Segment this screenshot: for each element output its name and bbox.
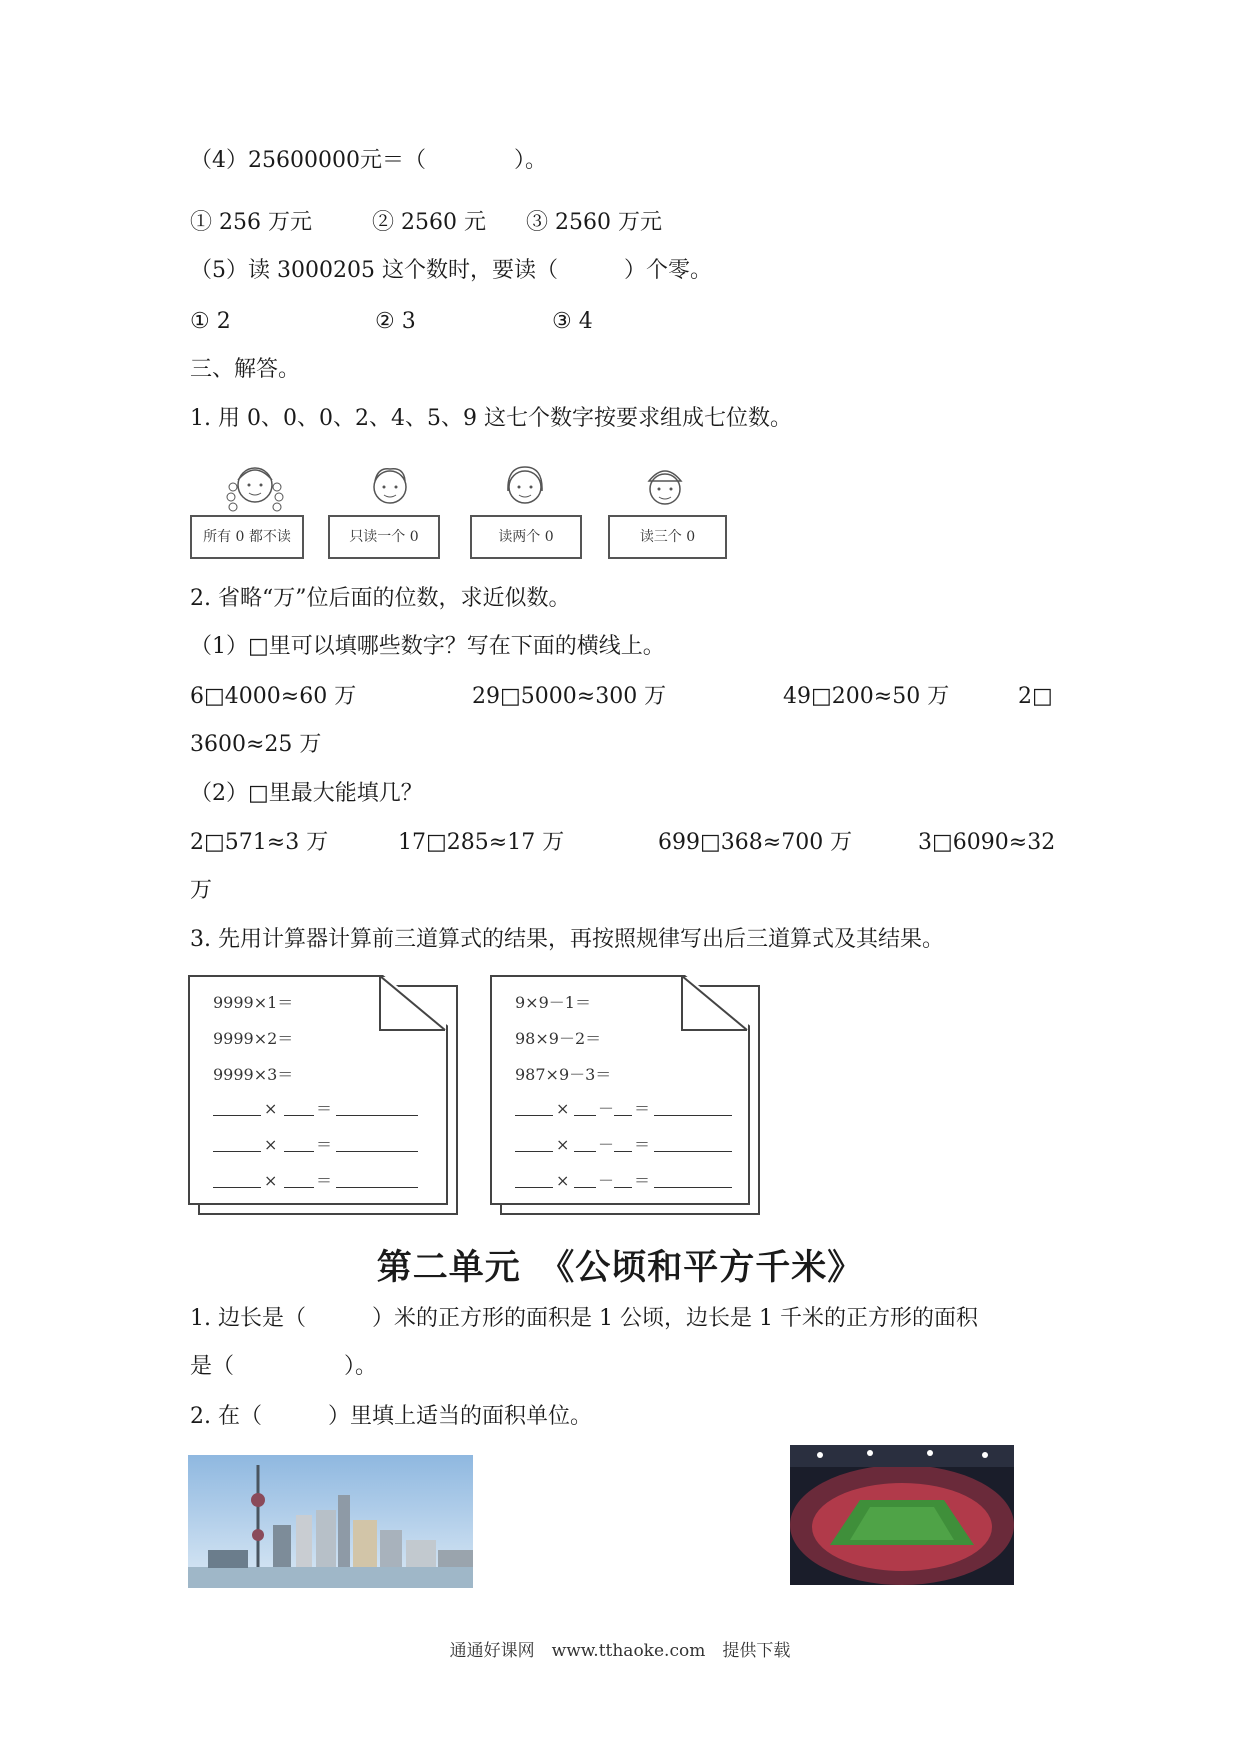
girl-pigtails-icon xyxy=(225,455,285,515)
s3-q3-stem: 3. 先用计算器计算前三道算式的结果，再按照规律写出后三道算式及其结果。 xyxy=(190,927,944,952)
q2-p4-option-1: ① 256 万元 xyxy=(190,210,312,235)
boy-cap-icon xyxy=(635,455,695,515)
approx-item: 6□4000≈60 万 xyxy=(190,684,357,709)
max-digit-item: 17□285≈17 万 xyxy=(398,830,565,855)
calc-line: 9999×3＝ xyxy=(213,1065,294,1084)
calc-line: 9×9－1＝ xyxy=(515,993,591,1012)
approx-item: 29□5000≈300 万 xyxy=(472,684,667,709)
box-read-three-zeros: 读三个 0 xyxy=(608,515,727,559)
unit2-q2: 2. 在（ ）里填上适当的面积单位。 xyxy=(190,1404,592,1429)
stadium-photo xyxy=(790,1445,1014,1585)
q2-p5-option-2: ② 3 xyxy=(375,309,416,334)
unit2-heading: 第二单元 《公顷和平方千米》 xyxy=(376,1247,864,1288)
q2-p5-option-3: ③ 4 xyxy=(552,309,593,334)
q2-p4-option-2: ② 2560 元 xyxy=(372,210,486,235)
calc-line: 9999×1＝ xyxy=(213,993,294,1012)
city-skyline-photo xyxy=(188,1455,473,1588)
persons-figure xyxy=(190,455,735,565)
calc-line: 987×9－3＝ xyxy=(515,1065,612,1084)
approx-item: 3600≈25 万 xyxy=(190,732,322,757)
max-digit-item: 万 xyxy=(190,878,213,903)
footer-credit: 通通好课网 www.tthaoke.com 提供下载 xyxy=(449,1641,791,1661)
unit2-q1-line1: 1. 边长是（ ）米的正方形的面积是 1 公顷，边长是 1 千米的正方形的面积 xyxy=(190,1306,978,1331)
q2-p4-stem: （4）25600000元＝（ ）。 xyxy=(190,148,547,173)
calc-sheet-right: 9×9－1＝ 98×9－2＝ 987×9－3＝ × － ＝ × － ＝ × － ＝ xyxy=(490,975,760,1215)
max-digit-item: 3□6090≈32 xyxy=(918,830,1056,855)
approx-item: 2□ xyxy=(1018,684,1053,709)
girl-face-icon xyxy=(495,455,555,515)
s3-q2-stem: 2. 省略“万”位后面的位数，求近似数。 xyxy=(190,586,571,611)
box-read-two-zeros: 读两个 0 xyxy=(470,515,582,559)
approx-item: 49□200≈50 万 xyxy=(783,684,950,709)
section3-title: 三、解答。 xyxy=(190,357,301,382)
s3-q2-part1-stem: （1）□里可以填哪些数字？写在下面的横线上。 xyxy=(190,634,665,659)
s3-q1-stem: 1. 用 0、0、0、2、4、5、9 这七个数字按要求组成七位数。 xyxy=(190,406,792,431)
s3-q2-part2-stem: （2）□里最大能填几？ xyxy=(190,781,423,806)
boy-face-icon xyxy=(360,455,420,515)
calc-sheet-left: 9999×1＝ 9999×2＝ 9999×3＝ × ＝ × ＝ × ＝ xyxy=(188,975,458,1215)
box-all-zero-silent: 所有 0 都不读 xyxy=(190,515,304,559)
q2-p5-option-1: ① 2 xyxy=(190,309,231,334)
calc-line: 9999×2＝ xyxy=(213,1029,294,1048)
max-digit-item: 699□368≈700 万 xyxy=(658,830,853,855)
box-read-one-zero: 只读一个 0 xyxy=(328,515,440,559)
max-digit-item: 2□571≈3 万 xyxy=(190,830,329,855)
calc-line: 98×9－2＝ xyxy=(515,1029,602,1048)
q2-p4-option-3: ③ 2560 万元 xyxy=(526,210,662,235)
unit2-q1-line2: 是（ ）。 xyxy=(190,1354,378,1379)
q2-p5-stem: （5）读 3000205 这个数时，要读（ ）个零。 xyxy=(190,258,712,283)
